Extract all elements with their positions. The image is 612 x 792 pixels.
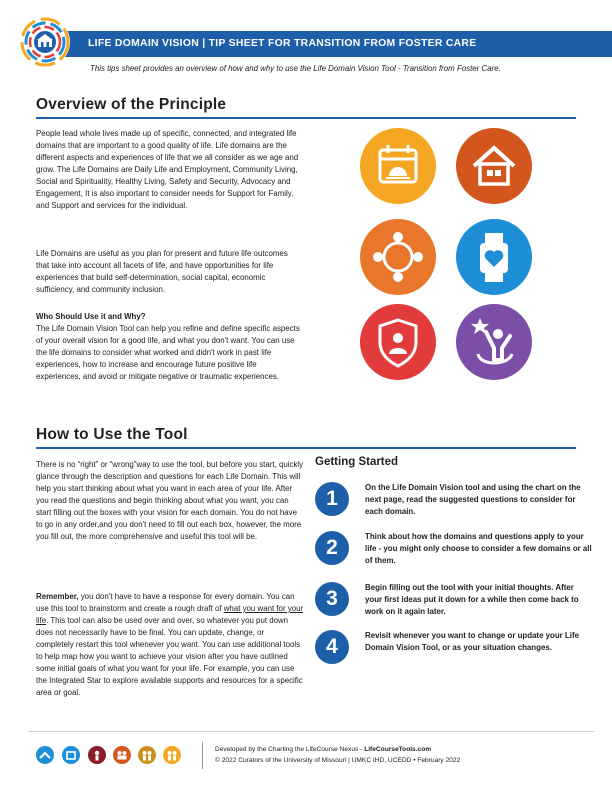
how-to-para-2-text-b: . This tool can also be used over and over, so whatever you put down does not necessarily have to be final. You can update, change, or completely restart this tool whenever you want. You can use additional tools to help map how you want to achieve your vision after you have outlined some initial goals of what you want for your life. For example, you can use the Integrated Star to explore available supports and resources for a specific area or goal. (36, 616, 303, 697)
footer-social-icon (113, 746, 131, 764)
step-text: Begin filling out the tool with your initial thoughts. After your first ideas put it down for a while then come back to work on it again later. (365, 583, 579, 616)
healthy-living-watch-icon (456, 219, 532, 295)
document-title: LIFE DOMAIN VISION | TIP SHEET FOR TRANSITION FROM FOSTER CARE (88, 38, 477, 49)
footer-rule (28, 731, 594, 732)
step-text: Think about how the domains and questions apply to your life - you might only choose to consider a few domains or all of them. (365, 532, 592, 565)
footer-support-icon (163, 746, 181, 764)
footer-credit-text: Developed by the Charting the LifeCourse Nexus - (215, 746, 365, 753)
advocacy-engagement-star-icon (456, 304, 532, 380)
footer-website-link[interactable]: LifeCourseTools.com (364, 746, 432, 753)
intro-text: This tips sheet provides an overview of how and why to use the Life Domain Vision Tool - Transition from Foster Care. (90, 64, 501, 73)
getting-started-heading: Getting Started (315, 456, 399, 468)
footer-divider (202, 742, 203, 769)
step-number-badge: 1 (315, 482, 349, 516)
how-to-para-2 (36, 591, 304, 699)
footer-community-icon (62, 746, 80, 764)
life-vision-link[interactable]: what you want for your life (36, 604, 304, 625)
overview-para-1: People lead whole lives made up of specific, connected, and integrated life domains that are important to a good quality of life. Life domains are the different aspects and experiences of life that we all consider as we age and grow. The Life Domains are Daily Life and Employment, Community Living, Social and Spirituality, Healthy Living, Safety and Security, Advocacy and Engagement, It is also important to consider needs for Support for Family, and Support and services for the individual. (36, 129, 299, 210)
step-text: On the Life Domain Vision tool and using the chart on the next page, read the suggested questions to consider for each domain. (365, 483, 581, 516)
how-to-para-2-text-a: you don't have to have a response for every domain. You can use this tool to brainstorm and create a rough draft of (36, 592, 295, 613)
how-to-para-1: There is no “right” or “wrong”way to use the tool, but before you start, quickly glance through the description and questions for each Life Domain. This will help you start thinking about what you want in each area of your life. After you read the questions and begin thinking about what you want, you can start filling out the boxes with your vision for each domain. You do not have to go in any order,and you don't need to fill out each box, however, the more you fill out, the more comprehensive and useful this tool will be. (36, 460, 304, 541)
overview-rule (36, 117, 576, 119)
community-living-house-icon (456, 128, 532, 204)
how-to-rule (36, 447, 576, 449)
step-number-badge: 3 (315, 582, 349, 616)
safety-security-shield-icon (360, 304, 436, 380)
how-to-heading: How to Use the Tool (36, 426, 188, 443)
step-text: Revisit whenever you want to change or update your Life Domain Vision Tool, or as your situation changes. (365, 631, 579, 652)
daily-life-calendar-icon (360, 128, 436, 204)
footer-credit (215, 746, 431, 753)
footer-healthy-icon (138, 746, 156, 764)
step-number-badge: 4 (315, 630, 349, 664)
remember-label: Remember, (36, 592, 79, 601)
lifecourse-logo-icon (19, 16, 71, 68)
overview-para-2: Life Domains are useful as you plan for present and future life outcomes that take into account all facets of life, and have opportunities for life experiences that build self-determination, social capital, economic sufficiency, and community inclusion. (36, 249, 288, 294)
overview-para-3: The Life Domain Vision Tool can help you refine and define specific aspects of your overall vision for a good life, and what you don't want. You can use the life domains to consider what worked and didn't work in past life experiences, how to increase and encourage future positive life experiences, and avoid or mitigate negative or traumatic experiences. (36, 324, 300, 381)
who-should-use-heading: Who Should Use it and Why? (36, 312, 146, 321)
footer-family-icon (88, 746, 106, 764)
footer-daily-life-icon (36, 746, 54, 764)
step-number-badge: 2 (315, 531, 349, 565)
overview-heading: Overview of the Principle (36, 96, 227, 113)
footer-copyright: © 2022 Curators of the University of Missouri | UMKC IHD, UCEDD • February 2022 (215, 757, 461, 764)
social-spirituality-people-icon (360, 219, 436, 295)
